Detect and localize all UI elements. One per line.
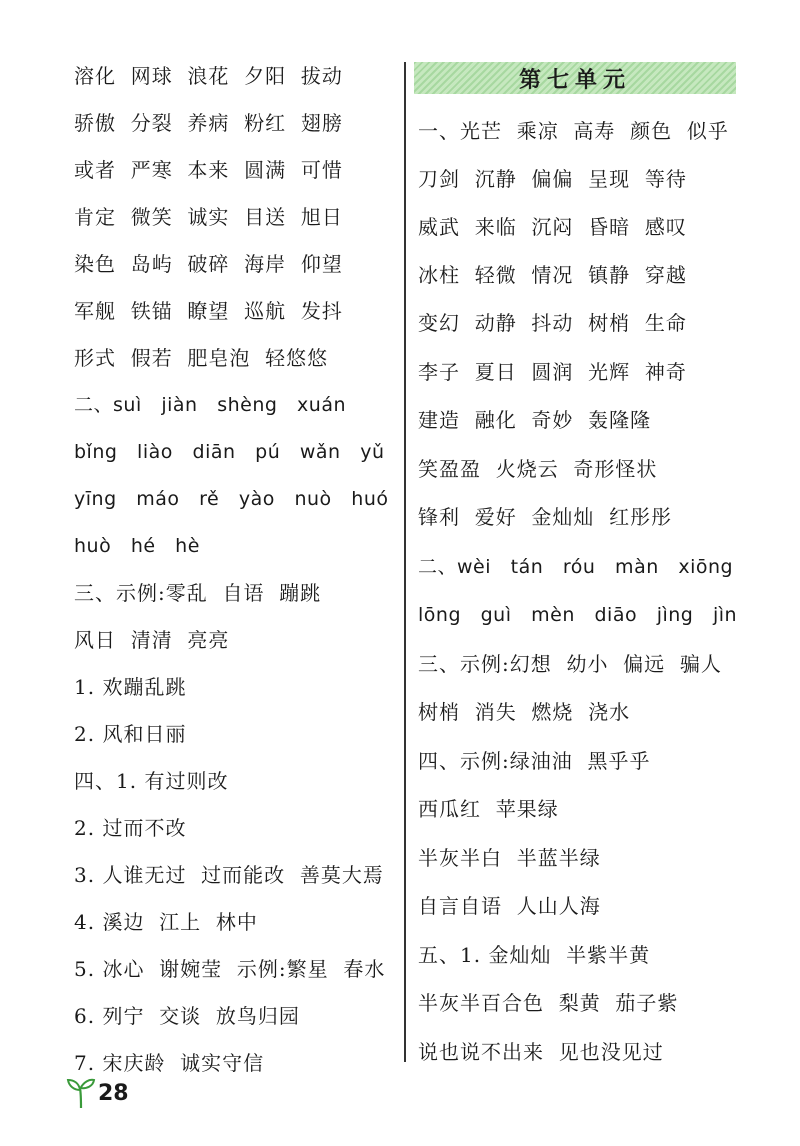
pinyin-line: lōng guì mèn diāo jìng jìn [418, 604, 738, 626]
text-line: 染色 岛屿 破碎 海岸 仰望 [74, 252, 343, 276]
text-line: 变幻 动静 抖动 树梢 生命 [418, 311, 687, 335]
page-footer [66, 1076, 129, 1110]
text-line: 刀剑 沉静 偏偏 呈现 等待 [418, 167, 687, 191]
text-line: 风日 清清 亮亮 [74, 628, 230, 652]
text-line: 2. 风和日丽 [74, 722, 187, 746]
text-line: 6. 列宁 交谈 放鸟归园 [74, 1004, 300, 1028]
text-line: 肯定 微笑 诚实 目送 旭日 [74, 205, 343, 229]
text-line: 冰柱 轻微 情况 镇静 穿越 [418, 263, 687, 287]
text-line: 说也说不出来 见也没见过 [418, 1040, 664, 1064]
text-line: 2. 过而不改 [74, 816, 187, 840]
text-line: 或者 严寒 本来 圆满 可惜 [74, 158, 343, 182]
text-line: 四、1. 有过则改 [74, 769, 229, 793]
text-line: 五、1. 金灿灿 半紫半黄 [418, 943, 651, 967]
column-divider [404, 62, 406, 1062]
text-line: 威武 来临 沉闷 昏暗 感叹 [418, 215, 687, 239]
text-line: 5. 冰心 谢婉莹 示例:繁星 春水 [74, 957, 386, 981]
text-line: 半灰半白 半蓝半绿 [418, 846, 601, 870]
sprout-icon [66, 1076, 96, 1110]
text-line: 骄傲 分裂 养病 粉红 翅膀 [74, 111, 343, 135]
pinyin-line: 二、wèi tán róu màn xiōng [418, 556, 734, 578]
text-line: 建造 融化 奇妙 轰隆隆 [418, 408, 652, 432]
text-line: 锋利 爱好 金灿灿 红彤彤 [418, 505, 673, 529]
text-line: 军舰 铁锚 瞭望 巡航 发抖 [74, 299, 343, 323]
text-line: 自言自语 人山人海 [418, 894, 601, 918]
text-line: 笑盈盈 火烧云 奇形怪状 [418, 457, 658, 481]
text-line: 四、示例:绿油油 黑乎乎 [418, 749, 651, 773]
pinyin-line: huò hé hè [74, 535, 200, 557]
text-line: 7. 宋庆龄 诚实守信 [74, 1051, 265, 1075]
pinyin-line: 二、suì jiàn shèng xuán [74, 394, 347, 416]
page-number: 28 [98, 1080, 129, 1106]
text-line: 溶化 网球 浪花 夕阳 拔动 [74, 64, 343, 88]
pinyin-line: yīng máo rě yào nuò huó [74, 488, 389, 510]
text-line: 西瓜红 苹果绿 [418, 797, 559, 821]
text-line: 树梢 消失 燃烧 浇水 [418, 700, 631, 724]
unit-header [414, 62, 736, 94]
text-line: 半灰半百合色 梨黄 茄子紫 [418, 991, 679, 1015]
text-line: 形式 假若 肥皂泡 轻悠悠 [74, 346, 329, 370]
text-line: 三、示例:零乱 自语 蹦跳 [74, 581, 322, 605]
text-line: 三、示例:幻想 幼小 偏远 骗人 [418, 652, 722, 676]
text-line: 1. 欢蹦乱跳 [74, 675, 187, 699]
text-line: 3. 人谁无过 过而能改 善莫大焉 [74, 863, 384, 887]
text-line: 一、光芒 乘凉 高寿 颜色 似乎 [418, 119, 729, 143]
pinyin-line: bǐng liào diān pú wǎn yǔ [74, 441, 385, 463]
text-line: 4. 溪边 江上 林中 [74, 910, 258, 934]
unit-title: 第七单元 [518, 67, 631, 93]
text-line: 李子 夏日 圆润 光辉 神奇 [418, 360, 687, 384]
